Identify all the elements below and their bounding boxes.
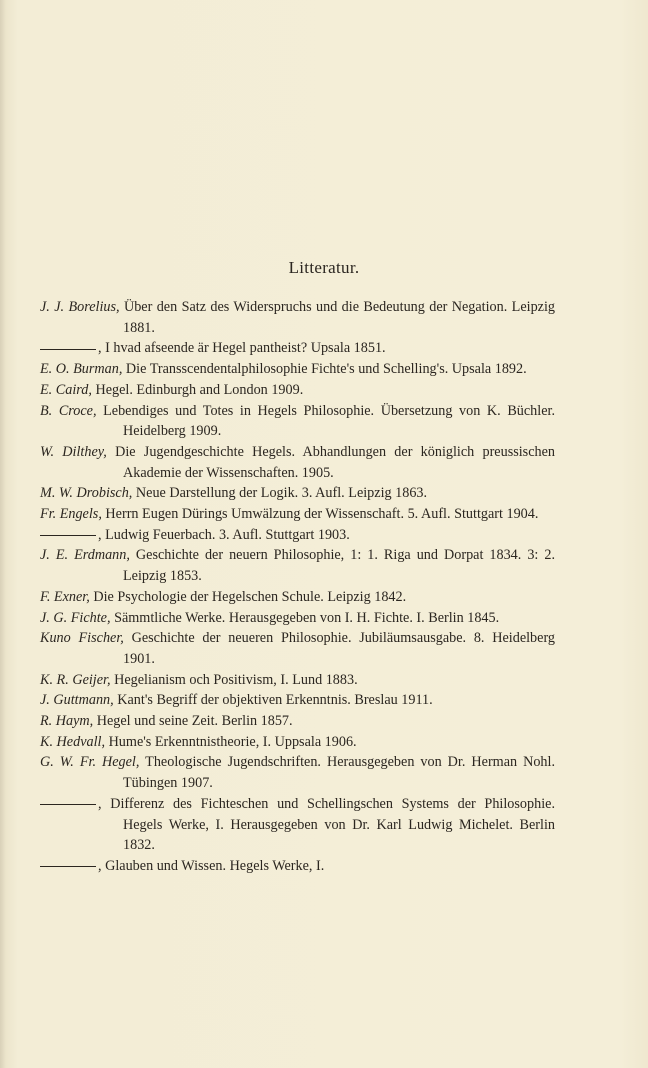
entry-author: J. Guttmann, (40, 692, 114, 709)
entry-text: Hume's Erkenntnistheorie, I. Uppsala 1906. (108, 733, 357, 750)
bibliography-entry (40, 504, 555, 525)
bibliography-entry (40, 608, 555, 629)
bibliography-entry (40, 587, 555, 608)
bibliography-entry (40, 690, 555, 711)
entry-text: Geschichte der neueren Philosophie. Jubiläumsausgabe. 8. Heidelberg 1901. (123, 630, 556, 667)
entry-author: Fr. Engels, (40, 506, 102, 523)
entry-text: , Ludwig Feuerbach. 3. Aufl. Stuttgart 1903. (98, 526, 350, 543)
bibliography-entry (40, 545, 555, 586)
ditto-rule (40, 804, 96, 805)
entry-text: Kant's Begriff der objektiven Erkenntnis. Breslau 1911. (117, 692, 433, 709)
entry-text: Lebendiges und Totes in Hegels Philosophie. Übersetzung von K. Büchler. Heidelberg 1909. (103, 402, 555, 440)
bibliography-entry (40, 359, 555, 380)
entry-text: Hegelianism och Positivism, I. Lund 1883. (114, 671, 358, 688)
bibliography-entry (40, 711, 555, 732)
bibliography-entry (40, 752, 555, 793)
entry-author: Kuno Fischer, (40, 630, 124, 647)
entry-author: J. G. Fichte, (40, 609, 111, 626)
bibliography-entry (40, 442, 555, 483)
bibliography-entry (40, 483, 555, 504)
entry-author: B. Croce, (40, 402, 97, 419)
entry-text: Sämmtliche Werke. Herausgegeben von I. H. Fichte. I. Berlin 1845. (114, 609, 500, 626)
bibliography-entry (40, 338, 555, 359)
entry-text: Über den Satz des Widerspruchs und die Bedeutung der Negation. Leipzig 1881. (123, 299, 556, 336)
entry-author: M. W. Drobisch, (40, 485, 133, 502)
entry-text: Geschichte der neuern Philosophie, 1: 1. Riga und Dorpat 1834. 3: 2. Leipzig 1853. (123, 547, 556, 585)
bibliography-list (40, 297, 555, 877)
entry-author: G. W. Fr. Hegel, (40, 754, 140, 771)
entry-author: K. Hedvall, (40, 733, 106, 750)
entry-text: Hegel und seine Zeit. Berlin 1857. (96, 713, 293, 730)
bibliography-entry (40, 525, 555, 546)
entry-text: , Glauben und Wissen. Hegels Werke, I. (98, 857, 325, 874)
entry-text: Herrn Eugen Dürings Umwälzung der Wissenschaft. 5. Aufl. Stuttgart 1904. (105, 506, 539, 523)
entry-author: J. E. Erdmann, (40, 547, 130, 564)
ditto-rule (40, 349, 96, 350)
entry-author: E. O. Burman, (40, 361, 123, 378)
entry-author: W. Dilthey, (40, 443, 107, 460)
entry-text: , I hvad afseende är Hegel pantheist? Upsala 1851. (98, 340, 386, 357)
entry-text: Theologische Jugendschriften. Herausgegeben von Dr. Herman Nohl. Tübingen 1907. (123, 754, 556, 792)
ditto-rule (40, 535, 96, 536)
ditto-rule (40, 866, 96, 867)
entry-text: Neue Darstellung der Logik. 3. Aufl. Leipzig 1863. (135, 485, 428, 502)
entry-text: Die Transscendentalphilosophie Fichte's und Schelling's. Upsala 1892. (125, 361, 527, 378)
bibliography-entry (40, 297, 555, 338)
entry-text: Hegel. Edinburgh and London 1909. (95, 381, 304, 398)
entry-text: Die Jugendgeschichte Hegels. Abhandlungen der königlich preussischen Akademie der Wissenschaften. 1905. (115, 443, 555, 481)
entry-author: J. J. Borelius, (40, 299, 120, 315)
bibliography-entry (40, 628, 555, 669)
bibliography-entry (40, 856, 555, 877)
entry-author: K. R. Geijer, (40, 671, 111, 688)
section-heading: Litteratur. (288, 258, 360, 277)
entry-text: , Differenz des Fichteschen und Schellingschen Systems der Philosophie. Hegels Werke, I. Herausgegeben von Dr. Karl Ludwig Michelet. Berlin 1832. (98, 795, 555, 854)
entry-text: Die Psychologie der Hegelschen Schule. Leipzig 1842. (93, 588, 407, 605)
bibliography-entry (40, 794, 555, 856)
entry-author: R. Haym, (40, 713, 94, 730)
entry-author: F. Exner, (40, 588, 90, 605)
bibliography-entry (40, 401, 555, 442)
bibliography-entry (40, 380, 555, 401)
bibliography-entry (40, 670, 555, 691)
bibliography-entry (40, 732, 555, 753)
entry-author: E. Caird, (40, 381, 92, 398)
